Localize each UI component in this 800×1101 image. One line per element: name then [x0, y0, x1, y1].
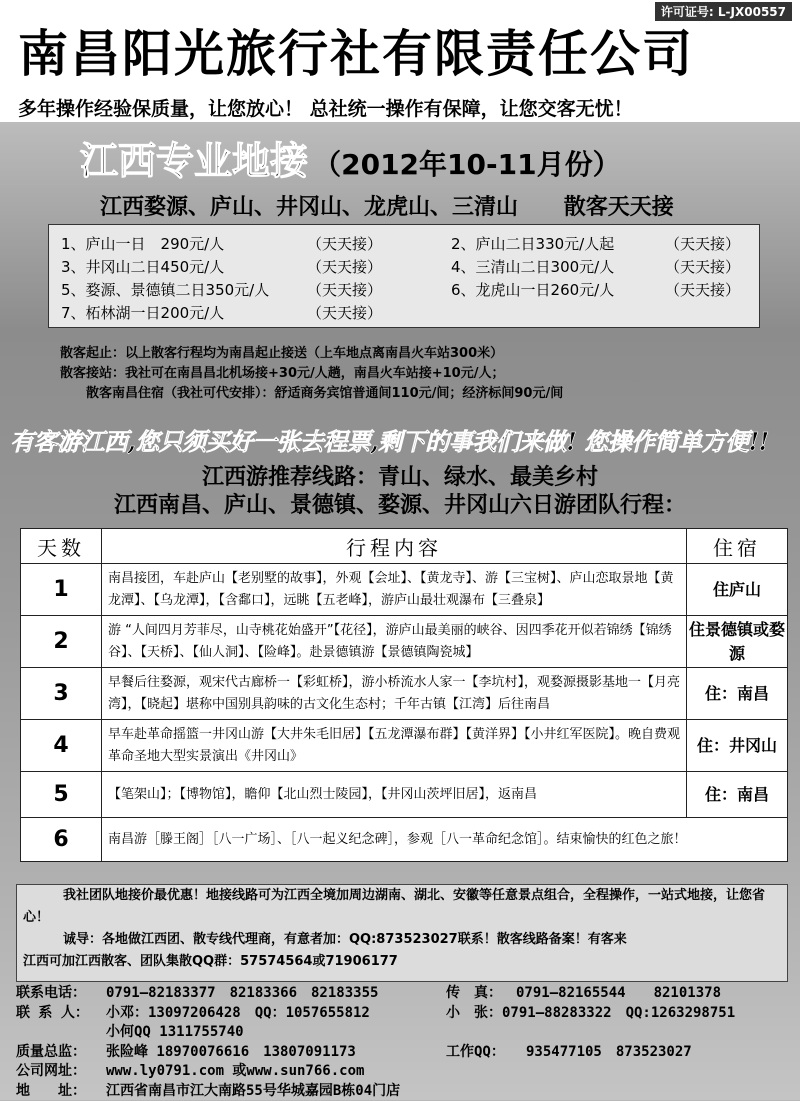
person2-value: 小 张：0791—88283322 QQ:1263298751	[446, 1004, 735, 1024]
route-tag: （天天接）	[307, 256, 382, 277]
route-name: 1、庐山一日 290元/人	[61, 233, 224, 254]
header	[0, 0, 800, 122]
regions-list: 江西婺源、庐山、井冈山、龙虎山、三清山	[100, 195, 518, 220]
day-number: 6	[21, 818, 102, 862]
banner-period: （2012年10-11月份）	[313, 148, 620, 181]
fax-value: 0791—82165544 82101378	[516, 984, 721, 1004]
day-stay: 住：南昌	[687, 668, 788, 720]
address-label: 地 址：	[16, 1082, 86, 1101]
day-content: 南昌游［滕王阁］［八一广场］、［八一起义纪念碑］，参观［八一革命纪念馆］。结束愉快的红色之旅！	[102, 818, 788, 862]
header-content: 行程内容	[102, 529, 687, 564]
day-number: 2	[21, 616, 102, 668]
note-pickup: 散客接站：我社可在南昌昌北机场接+30元/人趟，南昌火车站接+10元/人；	[60, 364, 563, 384]
recommend-line2: 江西南昌、庐山、景德镇、婺源、井冈山六日游团队行程：	[0, 488, 800, 519]
day-content: 【笔架山】；【博物馆】，瞻仰【北山烈士陵园】，【井冈山茨坪旧居】，返南昌	[102, 772, 687, 818]
route-name: 3、井冈山二日450元/人	[61, 256, 224, 277]
recommend-line1: 江西游推荐线路：青山、绿水、最美乡村	[0, 460, 800, 491]
table-row	[21, 772, 788, 818]
workqq-label: 工作QQ：	[446, 1043, 505, 1063]
regions-line	[100, 190, 674, 221]
note-hotel: 散客南昌住宿（我社可代安排）：舒适商务宾馆普通间110元/间；经济标间90元/间	[60, 384, 563, 404]
person3-value: 小何QQ 1311755740	[106, 1023, 244, 1043]
day-number: 4	[21, 720, 102, 772]
route-name: 2、庐山二日330元/人起	[451, 233, 614, 254]
day-stay: 住景德镇或婺源	[687, 616, 788, 668]
route-name: 4、三清山二日300元/人	[451, 256, 614, 277]
person1-value: 小邓：13097206428 QQ：1057655812	[106, 1004, 370, 1024]
header-stay: 住宿	[687, 529, 788, 564]
regions-daily: 散客天天接	[564, 195, 674, 220]
route-tag: （天天接）	[665, 256, 740, 277]
quality-value: 张险峰 18970076616 13807091173	[106, 1043, 356, 1063]
day-content: 游 “人间四月芳菲尽，山寺桃花始盛开”【花径】，游庐山最美丽的峡谷、因四季花开似若锦绣【锦绣谷】、【天桥】、【仙人洞】、【险峰】。赴景德镇游【景德镇陶瓷城】	[102, 616, 687, 668]
day-stay: 住：南昌	[687, 772, 788, 818]
phone-value: 0791—82183377 82183366 82183355	[106, 984, 378, 1004]
day-number: 5	[21, 772, 102, 818]
day-number: 3	[21, 668, 102, 720]
day-content: 南昌接团，车赴庐山【老别墅的故事】，外观【会址】、【黄龙寺】、游【三宝树】、庐山恋取景地【黄龙潭】、【乌龙潭】，【含鄱口】，远眺【五老峰】，游庐山最壮观瀑布【三叠泉】	[102, 564, 687, 616]
table-header-row	[21, 529, 788, 564]
license-number: 许可证号: L-JX00557	[655, 2, 792, 21]
route-tag: （天天接）	[665, 233, 740, 254]
call-to-action: 有客游江西,您只须买好一张去程票,剩下的事我们来做! 您操作简单方便!!	[10, 422, 769, 457]
day-number: 1	[21, 564, 102, 616]
table-row	[21, 564, 788, 616]
workqq-value: 935477105 873523027	[526, 1043, 692, 1063]
table-row	[21, 616, 788, 668]
promo-line1: 我社团队地接价最优惠！地接线路可为江西全境加周边湖南、湖北、安徽等任意景点组合，全程操作，一站式地接，让您省心！	[17, 885, 787, 929]
fax-label: 传 真：	[446, 984, 502, 1004]
notes	[60, 344, 563, 404]
promo-line3: 江西可加江西散客、团队集散QQ群：57574564或71906177	[17, 951, 787, 973]
slogan: 多年操作经验保质量，让您放心！ 总社统一操作有保障，让您交客无忧！	[18, 94, 633, 121]
web-label: 公司网址：	[16, 1062, 86, 1082]
address-value: 江西省南昌市江大南路55号华城嘉园B栋04门店	[106, 1082, 400, 1101]
route-tag: （天天接）	[307, 279, 382, 300]
web-value: www.ly0791.com 或www.sun766.com	[106, 1062, 364, 1082]
promo-box	[16, 884, 788, 982]
promo-line2: 诚导：各地做江西团、散专线代理商，有意者加：QQ:873523027联系！散客线路备案！有客来	[17, 929, 787, 951]
day-stay: 住：井冈山	[687, 720, 788, 772]
person-label: 联 系 人：	[16, 1004, 89, 1024]
route-name: 7、柘林湖一日200元/人	[61, 302, 224, 323]
phone-label: 联系电话：	[16, 984, 86, 1004]
banner-title	[80, 130, 621, 185]
day-stay: 住庐山	[687, 564, 788, 616]
quality-label: 质量总监：	[16, 1043, 86, 1063]
day-content: 早车赴革命摇篮一井冈山游【大井朱毛旧居】【五龙潭瀑布群】【黄洋界】【小井红军医院】。晚自费观革命圣地大型实景演出《井冈山》	[102, 720, 687, 772]
banner-main-title: 江西专业地接	[80, 138, 308, 183]
itinerary-table	[20, 528, 788, 862]
route-tag: （天天接）	[665, 279, 740, 300]
route-tag: （天天接）	[307, 302, 382, 323]
table-row	[21, 818, 788, 862]
header-days: 天数	[21, 529, 102, 564]
table-row	[21, 668, 788, 720]
route-name: 6、龙虎山一日260元/人	[451, 279, 614, 300]
route-tag: （天天接）	[307, 233, 382, 254]
day-content: 早餐后往婺源，观宋代古廊桥一【彩虹桥】，游小桥流水人家一【李坑村】，观婺源摄影基地一【月亮湾】，【晓起】堪称中国别具韵味的古文化生态村；千年古镇【江湾】后往南昌	[102, 668, 687, 720]
routes-box	[48, 224, 760, 328]
table-row	[21, 720, 788, 772]
note-start: 散客起止：以上散客行程均为南昌起止接送（上车地点离南昌火车站300米）	[60, 344, 563, 364]
route-name: 5、婺源、景德镇二日350元/人	[61, 279, 269, 300]
company-name: 南昌阳光旅行社有限责任公司	[18, 14, 694, 86]
